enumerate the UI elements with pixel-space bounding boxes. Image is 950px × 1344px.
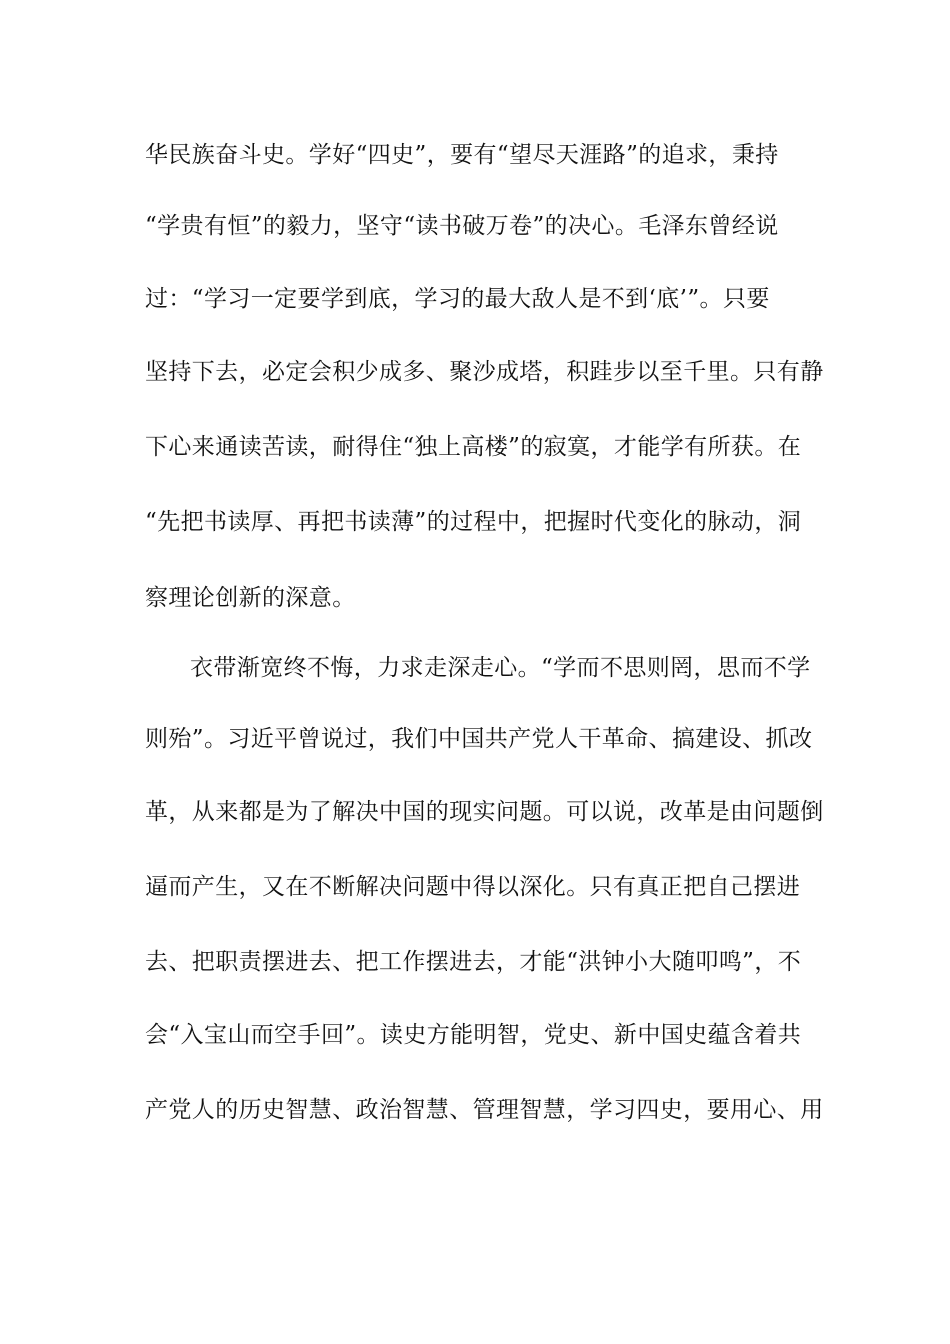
text-line: 察理论创新的深意。 <box>145 585 356 611</box>
text-line: 革，从来都是为了解决中国的现实问题。可以说，改革是由问题倒 <box>145 799 824 825</box>
text-line: 下心来通读苦读，耐得住“独上高楼”的寂寞，才能学有所获。在 <box>145 434 802 460</box>
text-line: 坚持下去，必定会积少成多、聚沙成塔，积跬步以至千里。只有静 <box>145 359 824 385</box>
text-line: “学贵有恒”的毅力，坚守“读书破万卷”的决心。毛泽东曾经说 <box>145 213 779 239</box>
text-line: 华民族奋斗史。学好“四史”，要有“望尽天涯路”的追求，秉持 <box>145 142 779 168</box>
text-line: 过：“学习一定要学到底，学习的最大敌人是不到‘底’”。只要 <box>145 286 770 312</box>
text-line: “先把书读厚、再把书读薄”的过程中，把握时代变化的脉动，洞 <box>145 509 802 535</box>
text-line: 去、把职责摆进去、把工作摆进去，才能“洪钟小大随叩鸣”，不 <box>145 949 802 975</box>
text-line: 会“入宝山而空手回”。读史方能明智，党史、新中国史蕴含着共 <box>145 1022 802 1048</box>
text-line: 衣带渐宽终不悔，力求走深走心。“学而不思则罔，思而不学 <box>190 655 811 681</box>
text-line: 产党人的历史智慧、政治智慧、管理智慧，学习四史，要用心、用 <box>145 1097 824 1123</box>
text-line: 逼而产生，又在不断解决问题中得以深化。只有真正把自己摆进 <box>145 874 801 900</box>
text-line: 则殆”。习近平曾说过，我们中国共产党人干革命、搞建设、抓改 <box>145 726 813 752</box>
